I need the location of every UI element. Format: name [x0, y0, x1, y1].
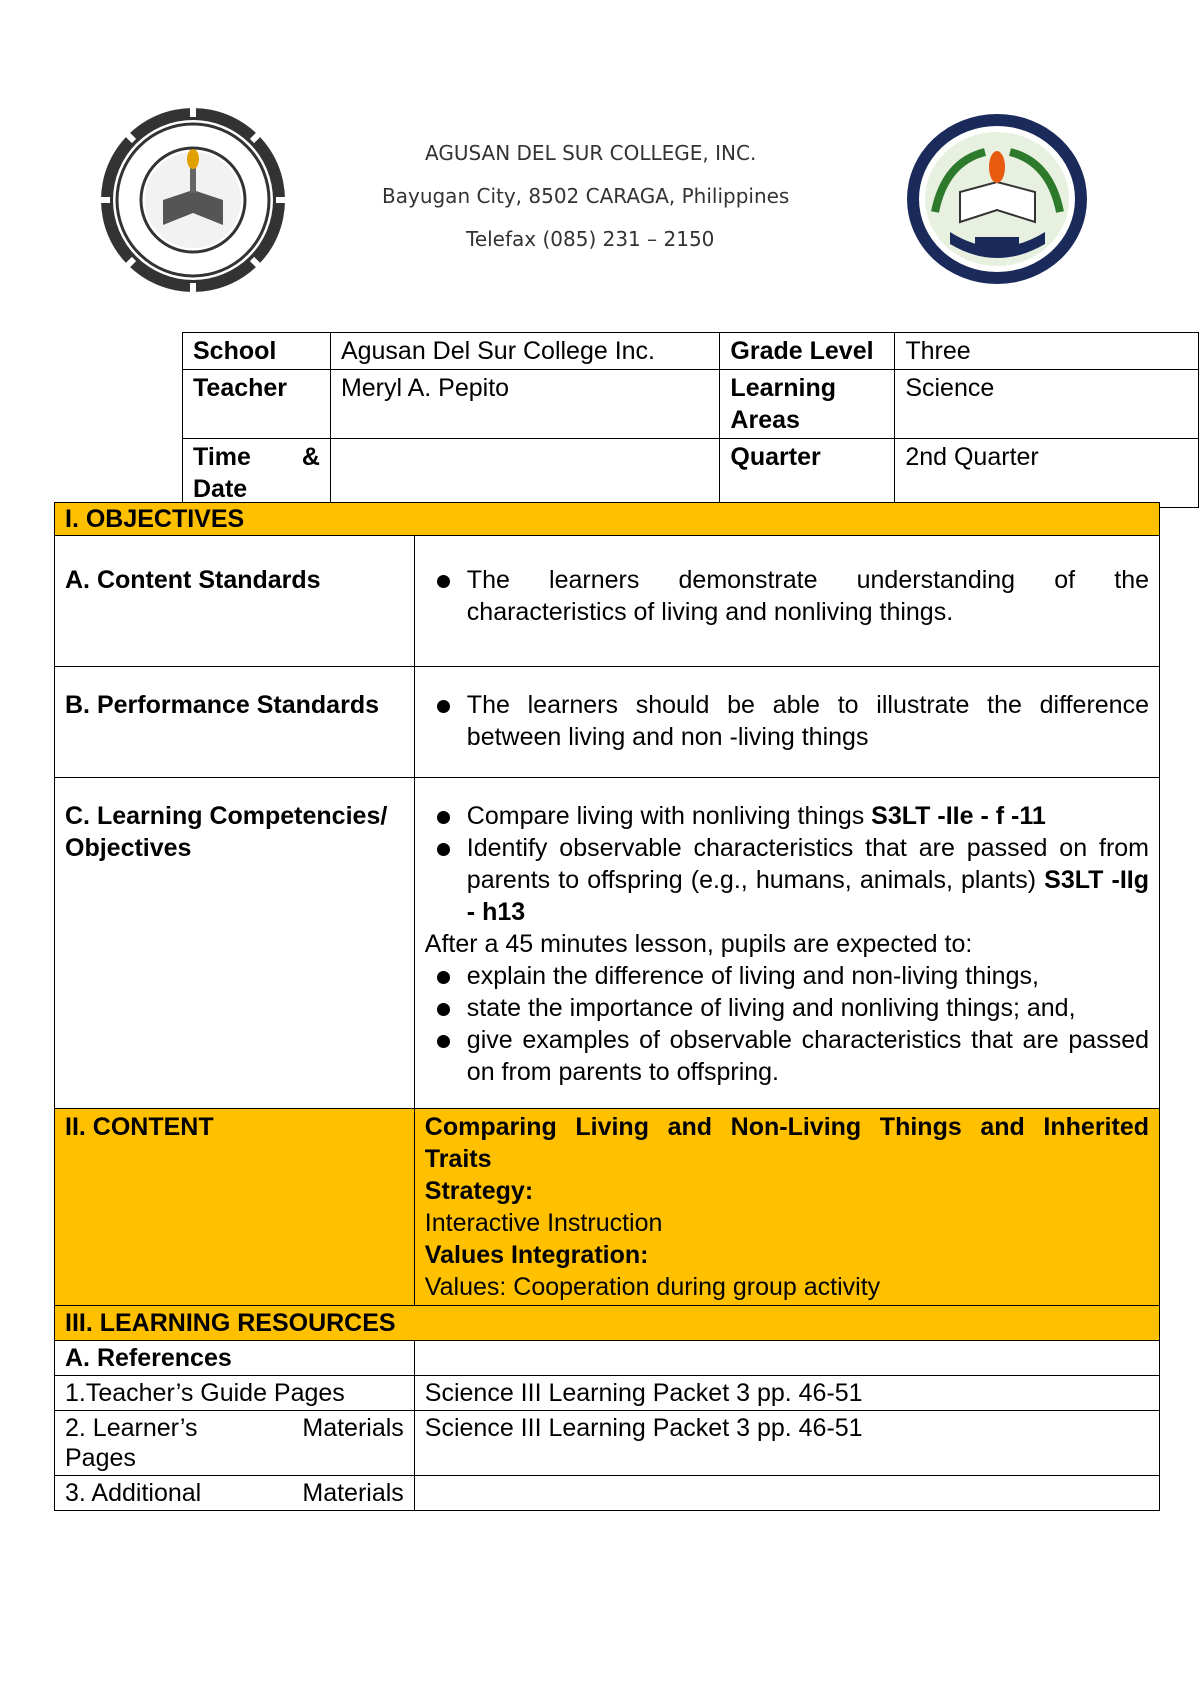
grade-level-label: Grade Level	[720, 333, 895, 370]
competency-text: Identify observable characteristics that are passed on from parents to offspring (e.g., humans, animals, plants)	[466, 834, 1149, 894]
competency-item	[425, 832, 1149, 928]
performance-standards-label: B. Performance Standards	[55, 667, 415, 778]
quarter-value: 2nd Quarter	[895, 439, 1199, 508]
time-label: Time	[193, 443, 251, 471]
college-telefax: Telefax (085) 231 – 2150	[466, 227, 715, 251]
content-section	[414, 1109, 1159, 1306]
association-seal-logo	[905, 112, 1090, 287]
teachers-guide-value: Science III Learning Packet 3 pp. 46-51	[414, 1376, 1159, 1411]
learners-materials-value: Science III Learning Packet 3 pp. 46-51	[414, 1411, 1159, 1476]
competency-text: Compare living with nonliving things	[466, 802, 872, 830]
teachers-guide-label: 1.Teacher’s Guide Pages	[55, 1376, 415, 1411]
learners-label-part: 2. Learner’s	[65, 1414, 198, 1442]
grade-level-value: Three	[895, 333, 1199, 370]
lesson-objective-item: state the importance of living and nonliving things; and,	[425, 992, 1149, 1024]
content-standard-item: The learners demonstrate understanding of the characteristics of living and nonliving things.	[425, 564, 1149, 628]
learning-areas-label: Learning Areas	[720, 370, 895, 439]
content-title: Comparing Living and Non-Living Things and Inherited Traits	[424, 1113, 1149, 1173]
time-date-value	[330, 439, 719, 508]
content-heading: II. CONTENT	[55, 1109, 415, 1306]
references-label: A. References	[55, 1341, 415, 1376]
pages-label-part: Pages	[65, 1444, 136, 1472]
lesson-objective-item: give examples of observable characteristics that are passed on from parents to offspring.	[425, 1024, 1149, 1088]
learners-materials-label	[55, 1411, 415, 1476]
additional-materials-value	[414, 1476, 1159, 1511]
college-name: AGUSAN DEL SUR COLLEGE, INC.	[425, 141, 757, 165]
lesson-objective-item: explain the difference of living and non-living things,	[425, 960, 1149, 992]
competency-item	[425, 800, 1149, 832]
values-integration-value: Values: Cooperation during group activity	[424, 1273, 881, 1301]
competency-code: S3LT -IIe - f -11	[871, 802, 1046, 830]
values-integration-label: Values Integration:	[424, 1241, 649, 1269]
amp-label: &	[301, 443, 320, 471]
performance-standards-value	[414, 667, 1159, 778]
learning-competencies-value	[414, 778, 1159, 1109]
content-standards-value	[414, 536, 1159, 667]
performance-standard-item: The learners should be able to illustrate the difference between living and non -living things	[425, 689, 1149, 753]
strategy-value: Interactive Instruction	[424, 1209, 663, 1237]
objectives-intro: After a 45 minutes lesson, pupils are expected to:	[424, 930, 973, 958]
college-address: Bayugan City, 8502 CARAGA, Philippines	[382, 184, 790, 208]
college-header	[380, 140, 840, 269]
learning-resources-heading: III. LEARNING RESOURCES	[55, 1306, 1160, 1341]
strategy-label: Strategy:	[424, 1177, 534, 1205]
college-seal-logo	[98, 105, 288, 295]
additional-label-part: 3. Additional	[65, 1479, 202, 1507]
teacher-value: Meryl A. Pepito	[330, 370, 719, 439]
time-date-label	[183, 439, 331, 508]
materials-label-part: Materials	[302, 1414, 404, 1442]
date-label: Date	[193, 475, 248, 503]
school-value: Agusan Del Sur College Inc.	[330, 333, 719, 370]
learning-areas-value: Science	[895, 370, 1199, 439]
teacher-label: Teacher	[183, 370, 331, 439]
school-label: School	[183, 333, 331, 370]
additional-materials-label	[55, 1476, 415, 1511]
lesson-info-table	[182, 332, 1199, 508]
competency-code: S3LT -IIg - h13	[466, 866, 1149, 926]
quarter-label: Quarter	[720, 439, 895, 508]
content-standards-label: A. Content Standards	[55, 536, 415, 667]
lesson-plan-table	[54, 502, 1160, 1511]
materials-label-part: Materials	[302, 1479, 404, 1507]
references-value	[414, 1341, 1159, 1376]
learning-competencies-label: C. Learning Competencies/Objectives	[55, 778, 415, 1109]
objectives-heading: I. OBJECTIVES	[55, 503, 1160, 536]
